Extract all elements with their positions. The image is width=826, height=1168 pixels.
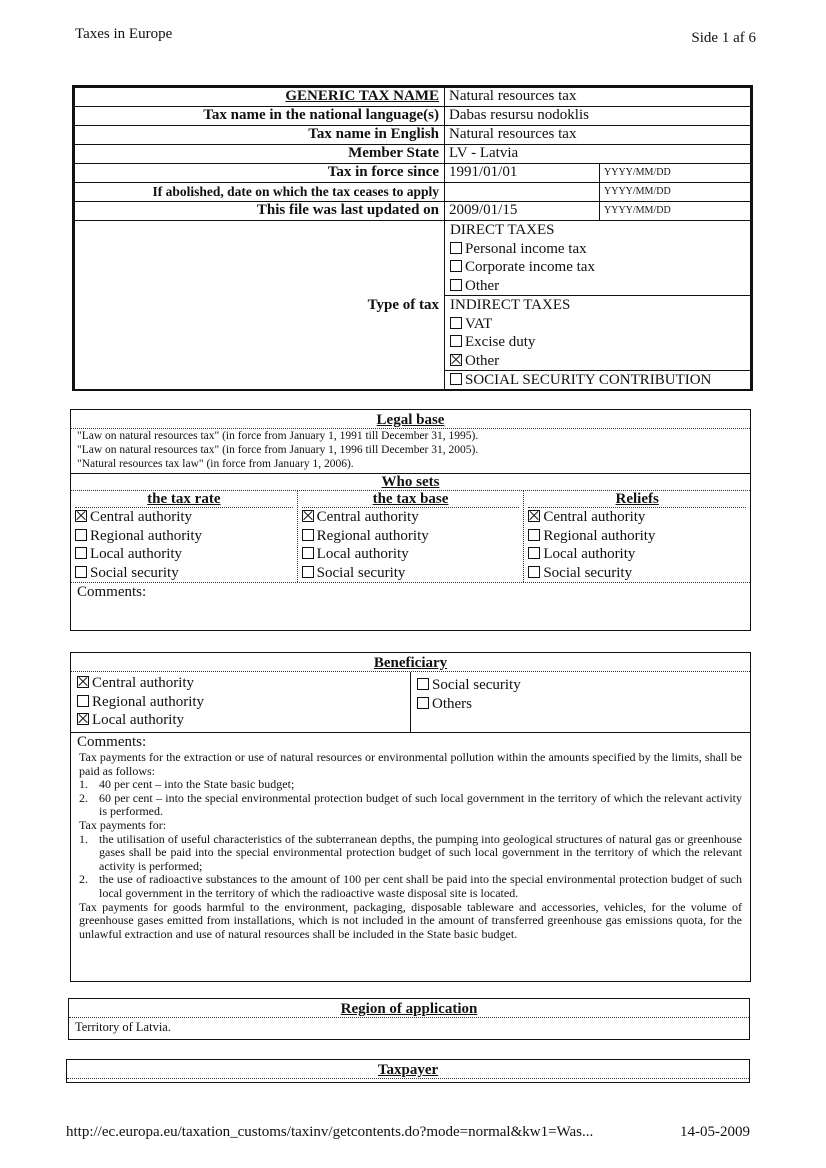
date-format-hint: YYYY/MM/DD: [600, 164, 751, 183]
checkbox-icon: [75, 529, 87, 541]
option-excise[interactable]: Excise duty: [450, 333, 745, 352]
taxpayer-title: Taxpayer: [377, 1062, 439, 1078]
beneficiary-section: [70, 652, 751, 982]
national-name-label: Tax name in the national language(s): [75, 107, 445, 126]
footer-url: http://ec.europa.eu/taxation_customs/taxinv/getcontents.do?mode=normal&kw1=Was...: [66, 1124, 594, 1140]
indirect-taxes-title: INDIRECT TAXES: [450, 297, 571, 313]
who-sets-title: Who sets: [381, 474, 440, 490]
checkbox-icon: [450, 279, 462, 291]
beneficiary-right: Social security Others: [410, 672, 750, 732]
checkbox-icon: [450, 260, 462, 272]
checkbox-icon: [450, 335, 462, 347]
legal-base-section: [70, 409, 751, 631]
member-state-value: LV - Latvia: [445, 145, 751, 164]
indirect-taxes-group: [445, 296, 750, 371]
region-text: Territory of Latvia.: [75, 1020, 171, 1034]
direct-taxes-group: [445, 221, 750, 296]
abolished-label: If abolished, date on which the tax ceases to apply: [75, 183, 445, 202]
checkbox-checked-icon: [77, 713, 89, 725]
checkbox-checked-icon: [302, 510, 314, 522]
beneficiary-title: Beneficiary: [373, 655, 448, 671]
checkbox-checked-icon: [77, 676, 89, 688]
column-tax-rate: the tax rate Central authority Regional authority Local authority Social security: [71, 491, 297, 582]
option-social-security[interactable]: SOCIAL SECURITY CONTRIBUTION: [445, 371, 750, 390]
option-corporate-income[interactable]: Corporate income tax: [450, 258, 745, 277]
region-title: Region of application: [340, 1001, 478, 1017]
option-direct-other[interactable]: Other: [450, 277, 745, 296]
beneficiary-comment-body: Tax payments for the extraction or use of natural resources or environmental pollution within the amounts specified by the limits, shall be paid as follows: 1. 40 per cent – into the State basic budget; 2. 60 per cent – into the special environmental protection budget of such local government in the territory of which the relevant activity is performed. Tax payments for: 1. the utilisation of useful characteristics of the subterranean depths, the pumping into geological structures of natural gas or greenhouse gases shall be paid into the special environmental protection budget of such local government in the territory of which the relevant activity is performed; 2. the use of radioactive substances to the amount of 100 per cent shall be paid into the special environmental protection budget of such local government in the territory of which the radioactive waste disposal site is located. Tax payments for goods harmful to the environment, packaging, disposable tableware and accessories, vehicles, for the volume of greenhouse gases emitted from installations, which is not included in the amount of transferred greenhouse gas emissions quota, for the unlawful extraction and use of natural resources shall be included in the State basic budget.: [79, 750, 742, 941]
legal-line-3: "Natural resources tax law" (in force from January 1, 2006).: [77, 458, 354, 470]
member-state-label: Member State: [75, 145, 445, 164]
checkbox-icon: [417, 678, 429, 690]
header-title: Taxes in Europe: [75, 26, 173, 42]
checkbox-icon: [528, 566, 540, 578]
checkbox-icon: [450, 242, 462, 254]
option-vat[interactable]: VAT: [450, 315, 745, 334]
checkbox-checked-icon: [75, 510, 87, 522]
updated-value: 2009/01/15: [445, 202, 600, 221]
option-indirect-other[interactable]: Other: [450, 352, 745, 371]
abolished-value: [445, 183, 600, 202]
checkbox-icon: [302, 547, 314, 559]
checkbox-icon: [417, 697, 429, 709]
checkbox-icon: [450, 317, 462, 329]
footer-date: 14-05-2009: [680, 1124, 750, 1140]
checkbox-icon: [450, 373, 462, 385]
generic-tax-name-value: Natural resources tax: [445, 88, 751, 107]
beneficiary-comments-label: Comments:: [77, 733, 147, 750]
date-format-hint: YYYY/MM/DD: [600, 183, 751, 202]
direct-taxes-title: DIRECT TAXES: [450, 222, 555, 238]
checkbox-icon: [75, 566, 87, 578]
option-personal-income[interactable]: Personal income tax: [450, 240, 745, 259]
column-tax-base: the tax base Central authority Regional authority Local authority Social security: [297, 491, 524, 582]
checkbox-checked-icon: [528, 510, 540, 522]
checkbox-icon: [75, 547, 87, 559]
page-number: Side 1 af 6: [691, 30, 756, 46]
english-name-label: Tax name in English: [75, 126, 445, 145]
in-force-label: Tax in force since: [75, 164, 445, 183]
checkbox-checked-icon: [450, 354, 462, 366]
date-format-hint: YYYY/MM/DD: [600, 202, 751, 221]
generic-tax-name-label: GENERIC TAX NAME: [285, 88, 439, 104]
checkbox-icon: [528, 529, 540, 541]
checkbox-icon: [77, 695, 89, 707]
legal-line-2: "Law on natural resources tax" (in force from January 1, 1996 till December 31, 2005).: [77, 444, 479, 456]
legal-line-1: "Law on natural resources tax" (in force from January 1, 1991 till December 31, 1995).: [77, 430, 479, 442]
taxpayer-section: [66, 1059, 750, 1083]
legal-base-title: Legal base: [376, 412, 445, 428]
legal-comments-label: Comments:: [77, 584, 147, 600]
checkbox-icon: [302, 566, 314, 578]
type-of-tax-label: Type of tax: [75, 221, 445, 391]
english-name-value: Natural resources tax: [445, 126, 751, 145]
in-force-value: 1991/01/01: [445, 164, 600, 183]
region-section: [68, 998, 750, 1040]
column-reliefs: Reliefs Central authority Regional authority Local authority Social security: [523, 491, 750, 582]
checkbox-icon: [302, 529, 314, 541]
beneficiary-left: Central authority Regional authority Local authority: [71, 672, 410, 732]
general-info-table: [72, 85, 753, 391]
updated-label: This file was last updated on: [75, 202, 445, 221]
checkbox-icon: [528, 547, 540, 559]
who-sets-columns: [71, 491, 750, 583]
national-name-value: Dabas resursu nodoklis: [445, 107, 751, 126]
